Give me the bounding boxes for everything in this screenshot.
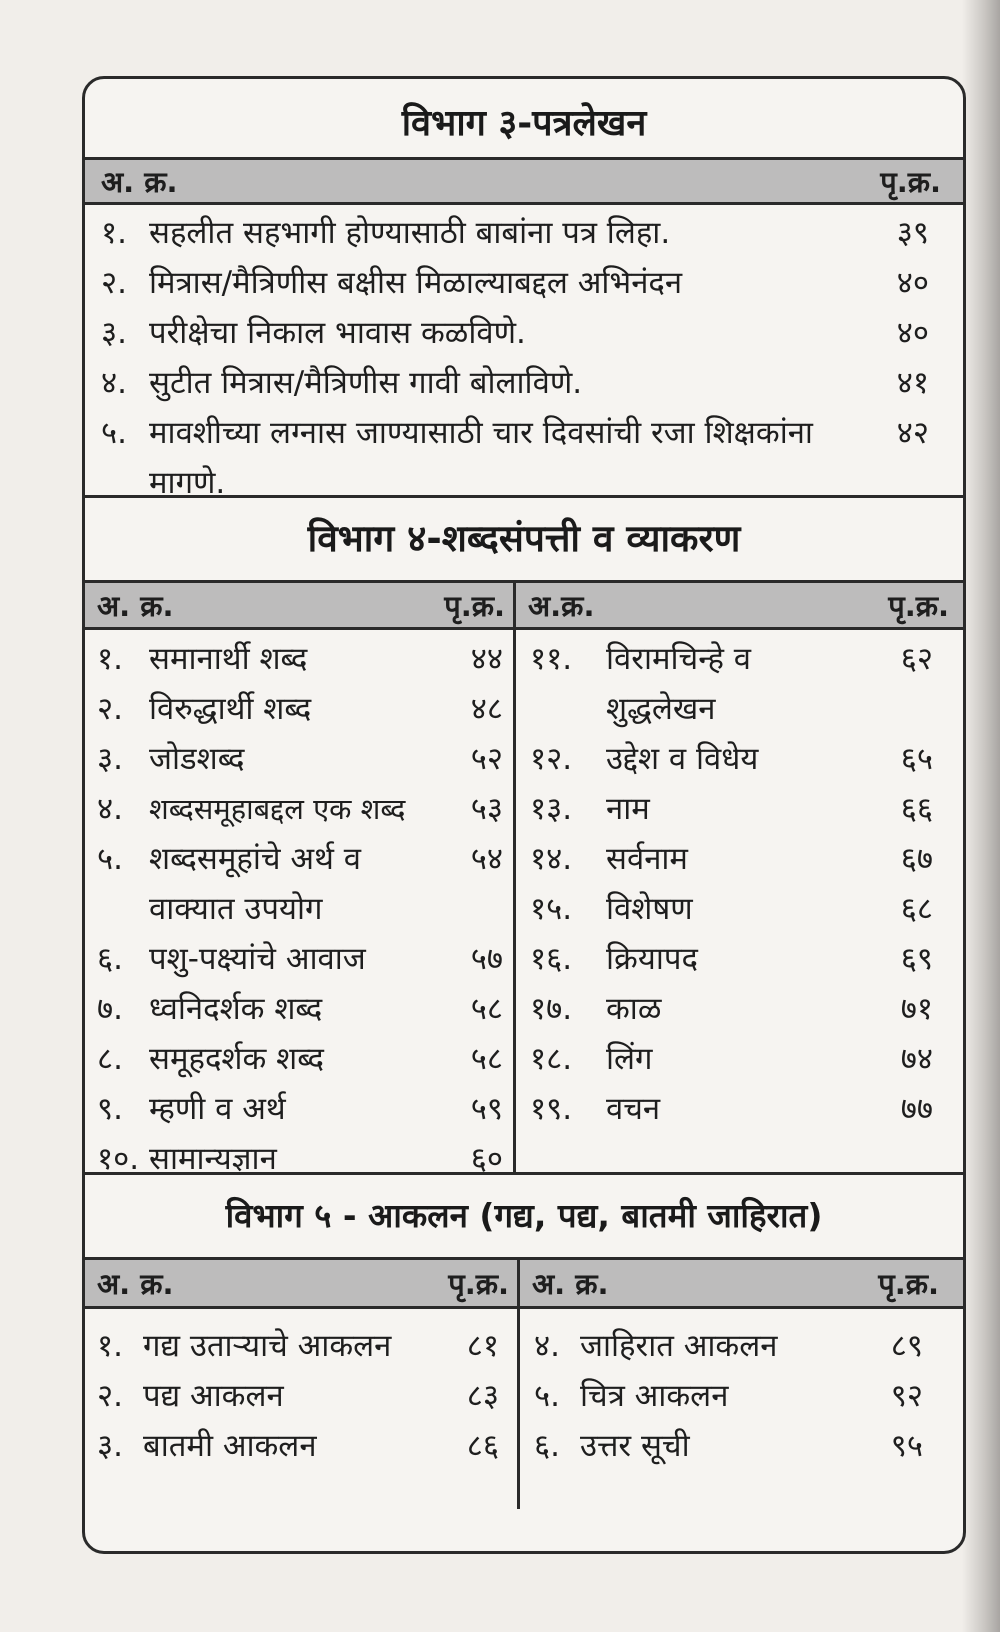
item-text: जोडशब्द <box>149 741 245 777</box>
item-number: ५. <box>101 415 127 451</box>
item-text: शब्दसमूहांचे अर्थ व वाक्यात उपयोग <box>149 841 361 927</box>
item-text: म्हणी व अर्थ <box>149 1091 286 1127</box>
item-page: ४४ <box>470 641 503 677</box>
list-item <box>97 984 503 1034</box>
item-text: विरुद्धार्थी शब्द <box>149 691 312 727</box>
item-text: वचन <box>606 1091 661 1127</box>
item-page: ५२ <box>470 741 503 777</box>
item-number: १३. <box>530 791 573 827</box>
item-text: शब्दसमूहाबद्दल एक शब्द <box>149 792 406 826</box>
item-number: ३. <box>97 741 123 777</box>
section5-header <box>85 1257 963 1309</box>
section4-right-header-sr: अ.क्र. <box>528 588 595 623</box>
list-item <box>534 1321 923 1371</box>
item-text: उत्तर सूची <box>580 1428 690 1464</box>
item-page: ८१ <box>466 1328 499 1364</box>
item-page: ६९ <box>900 941 933 977</box>
list-item <box>97 634 503 684</box>
item-page: ४१ <box>896 365 929 401</box>
section4-header <box>85 580 963 630</box>
list-item <box>97 834 503 934</box>
item-text: लिंग <box>606 1041 653 1077</box>
section4-left-header-sr: अ. क्र. <box>97 588 174 623</box>
item-number: ८. <box>97 1041 123 1077</box>
item-page: ४८ <box>470 691 503 727</box>
section5-right-header-pg: पृ.क्र. <box>878 1266 939 1301</box>
item-page: ३९ <box>896 215 929 251</box>
item-page: ६२ <box>900 641 933 677</box>
item-number: ५. <box>97 841 123 877</box>
list-item <box>97 1034 503 1084</box>
item-page: ६५ <box>900 741 933 777</box>
list-item <box>97 1321 499 1371</box>
item-number: २. <box>97 691 123 727</box>
list-item <box>97 934 503 984</box>
item-number: ४. <box>97 791 123 827</box>
item-number: १२. <box>530 741 573 777</box>
item-number: २. <box>101 265 127 301</box>
item-page: ६७ <box>900 841 933 877</box>
section3-header-pg: पृ.क्र. <box>880 164 941 199</box>
list-item <box>530 634 933 734</box>
item-page: ६८ <box>900 891 933 927</box>
section5-left-header-pg: पृ.क्र. <box>448 1266 509 1301</box>
item-page: ५८ <box>470 1041 503 1077</box>
item-page: ५९ <box>470 1091 503 1127</box>
item-number: ६. <box>97 941 123 977</box>
item-page: ८९ <box>890 1328 923 1364</box>
list-item <box>101 408 929 508</box>
item-number: १. <box>101 215 127 251</box>
section4-left-header-pg: पृ.क्र. <box>444 588 505 623</box>
list-item <box>530 834 933 884</box>
list-item <box>97 734 503 784</box>
list-item <box>534 1371 923 1421</box>
list-item <box>101 358 929 408</box>
list-item <box>101 258 929 308</box>
item-number: ३. <box>97 1428 123 1464</box>
item-number: ४. <box>101 365 127 401</box>
item-text: क्रियापद <box>606 941 698 977</box>
section4-right-list <box>513 630 963 1172</box>
item-number: १०. <box>97 1141 140 1177</box>
item-page: ५३ <box>470 791 503 827</box>
item-text: सामान्यज्ञान <box>149 1141 277 1177</box>
item-page: ९५ <box>890 1428 923 1464</box>
item-text: सुटीत मित्रास/मैत्रिणीस गावी बोलाविणे. <box>149 365 583 401</box>
section3-header-sr: अ. क्र. <box>101 164 178 199</box>
section5-left-header-sr: अ. क्र. <box>97 1266 174 1301</box>
item-text: समूहदर्शक शब्द <box>149 1041 325 1077</box>
item-page: ४० <box>896 265 929 301</box>
item-number: ४. <box>534 1328 560 1364</box>
list-item <box>530 734 933 784</box>
item-text: मावशीच्या लग्नास जाण्यासाठी चार दिवसांची रजा शिक्षकांना मागणे. <box>149 415 813 501</box>
list-item <box>97 1371 499 1421</box>
item-text: काळ <box>606 991 662 1027</box>
item-page: ४० <box>896 315 929 351</box>
item-text: उद्देश व विधेय <box>606 741 759 777</box>
item-page: ६० <box>470 1141 503 1177</box>
page-edge-shadow <box>962 0 1000 1632</box>
section5-left-list <box>85 1309 517 1509</box>
item-text: चित्र आकलन <box>580 1378 729 1414</box>
item-text: ध्वनिदर्शक शब्द <box>149 991 323 1027</box>
item-text: विरामचिन्हे व शुद्धलेखन <box>606 641 752 727</box>
list-item <box>530 934 933 984</box>
list-item <box>97 684 503 734</box>
item-page: ९२ <box>890 1378 923 1414</box>
list-item <box>97 1421 499 1471</box>
list-item <box>530 984 933 1034</box>
item-text: नाम <box>606 791 650 827</box>
item-number: ५. <box>534 1378 560 1414</box>
section5-right-list <box>517 1309 963 1509</box>
item-number: १. <box>97 1328 123 1364</box>
section4-left-list <box>85 630 513 1177</box>
item-page: ४२ <box>896 415 929 451</box>
item-text: विशेषण <box>606 891 693 927</box>
item-number: ३. <box>101 315 127 351</box>
list-item <box>530 1034 933 1084</box>
list-item <box>97 1084 503 1134</box>
item-number: १४. <box>530 841 573 877</box>
contents-frame <box>82 76 966 1554</box>
item-text: पद्य आकलन <box>143 1378 284 1414</box>
item-number: १८. <box>530 1041 573 1077</box>
section4-right-header-pg: पृ.क्र. <box>888 588 949 623</box>
list-item <box>530 784 933 834</box>
item-page: ७४ <box>900 1041 933 1077</box>
item-text: बातमी आकलन <box>143 1428 317 1464</box>
item-number: ६. <box>534 1428 560 1464</box>
list-item <box>530 1084 933 1134</box>
item-page: ५७ <box>470 941 503 977</box>
list-item <box>101 308 929 358</box>
item-page: ८६ <box>466 1428 499 1464</box>
item-number: १९. <box>530 1091 573 1127</box>
item-page: ७७ <box>900 1091 933 1127</box>
section3-title: विभाग ३-पत्रलेखन <box>401 103 647 144</box>
item-number: १७. <box>530 991 573 1027</box>
item-text: सर्वनाम <box>606 841 688 877</box>
item-number: १६. <box>530 941 573 977</box>
item-text: गद्य उताऱ्याचे आकलन <box>143 1328 392 1364</box>
section4-title: विभाग ४-शब्दसंपत्ती व व्याकरण <box>307 517 741 560</box>
item-text: जाहिरात आकलन <box>580 1328 778 1364</box>
section5-right-header-sr: अ. क्र. <box>532 1266 609 1301</box>
item-page: ५४ <box>470 841 503 877</box>
list-item <box>534 1421 923 1471</box>
item-page: ७१ <box>900 991 933 1027</box>
item-number: १. <box>97 641 123 677</box>
item-number: ९. <box>97 1091 123 1127</box>
item-number: २. <box>97 1378 123 1414</box>
section3-list <box>85 205 963 501</box>
item-page: ८३ <box>466 1378 499 1414</box>
item-text: मित्रास/मैत्रिणीस बक्षीस मिळाल्याबद्दल अभिनंदन <box>149 265 683 301</box>
list-item <box>530 884 933 934</box>
section3-header <box>85 157 963 205</box>
item-page: ५८ <box>470 991 503 1027</box>
list-item <box>101 208 929 258</box>
item-text: समानार्थी शब्द <box>149 641 308 677</box>
section5-title: विभाग ५ - आकलन (गद्य, पद्य, बातमी जाहिरात) <box>225 1196 823 1235</box>
item-number: १५. <box>530 891 573 927</box>
item-number: ११. <box>530 641 573 677</box>
item-text: सहलीत सहभागी होण्यासाठी बाबांना पत्र लिहा. <box>149 215 671 251</box>
item-text: परीक्षेचा निकाल भावास कळविणे. <box>149 315 526 351</box>
item-text: पशु-पक्ष्यांचे आवाज <box>149 941 366 977</box>
list-item <box>97 784 503 834</box>
item-number: ७. <box>97 991 123 1027</box>
item-page: ६६ <box>900 791 933 827</box>
